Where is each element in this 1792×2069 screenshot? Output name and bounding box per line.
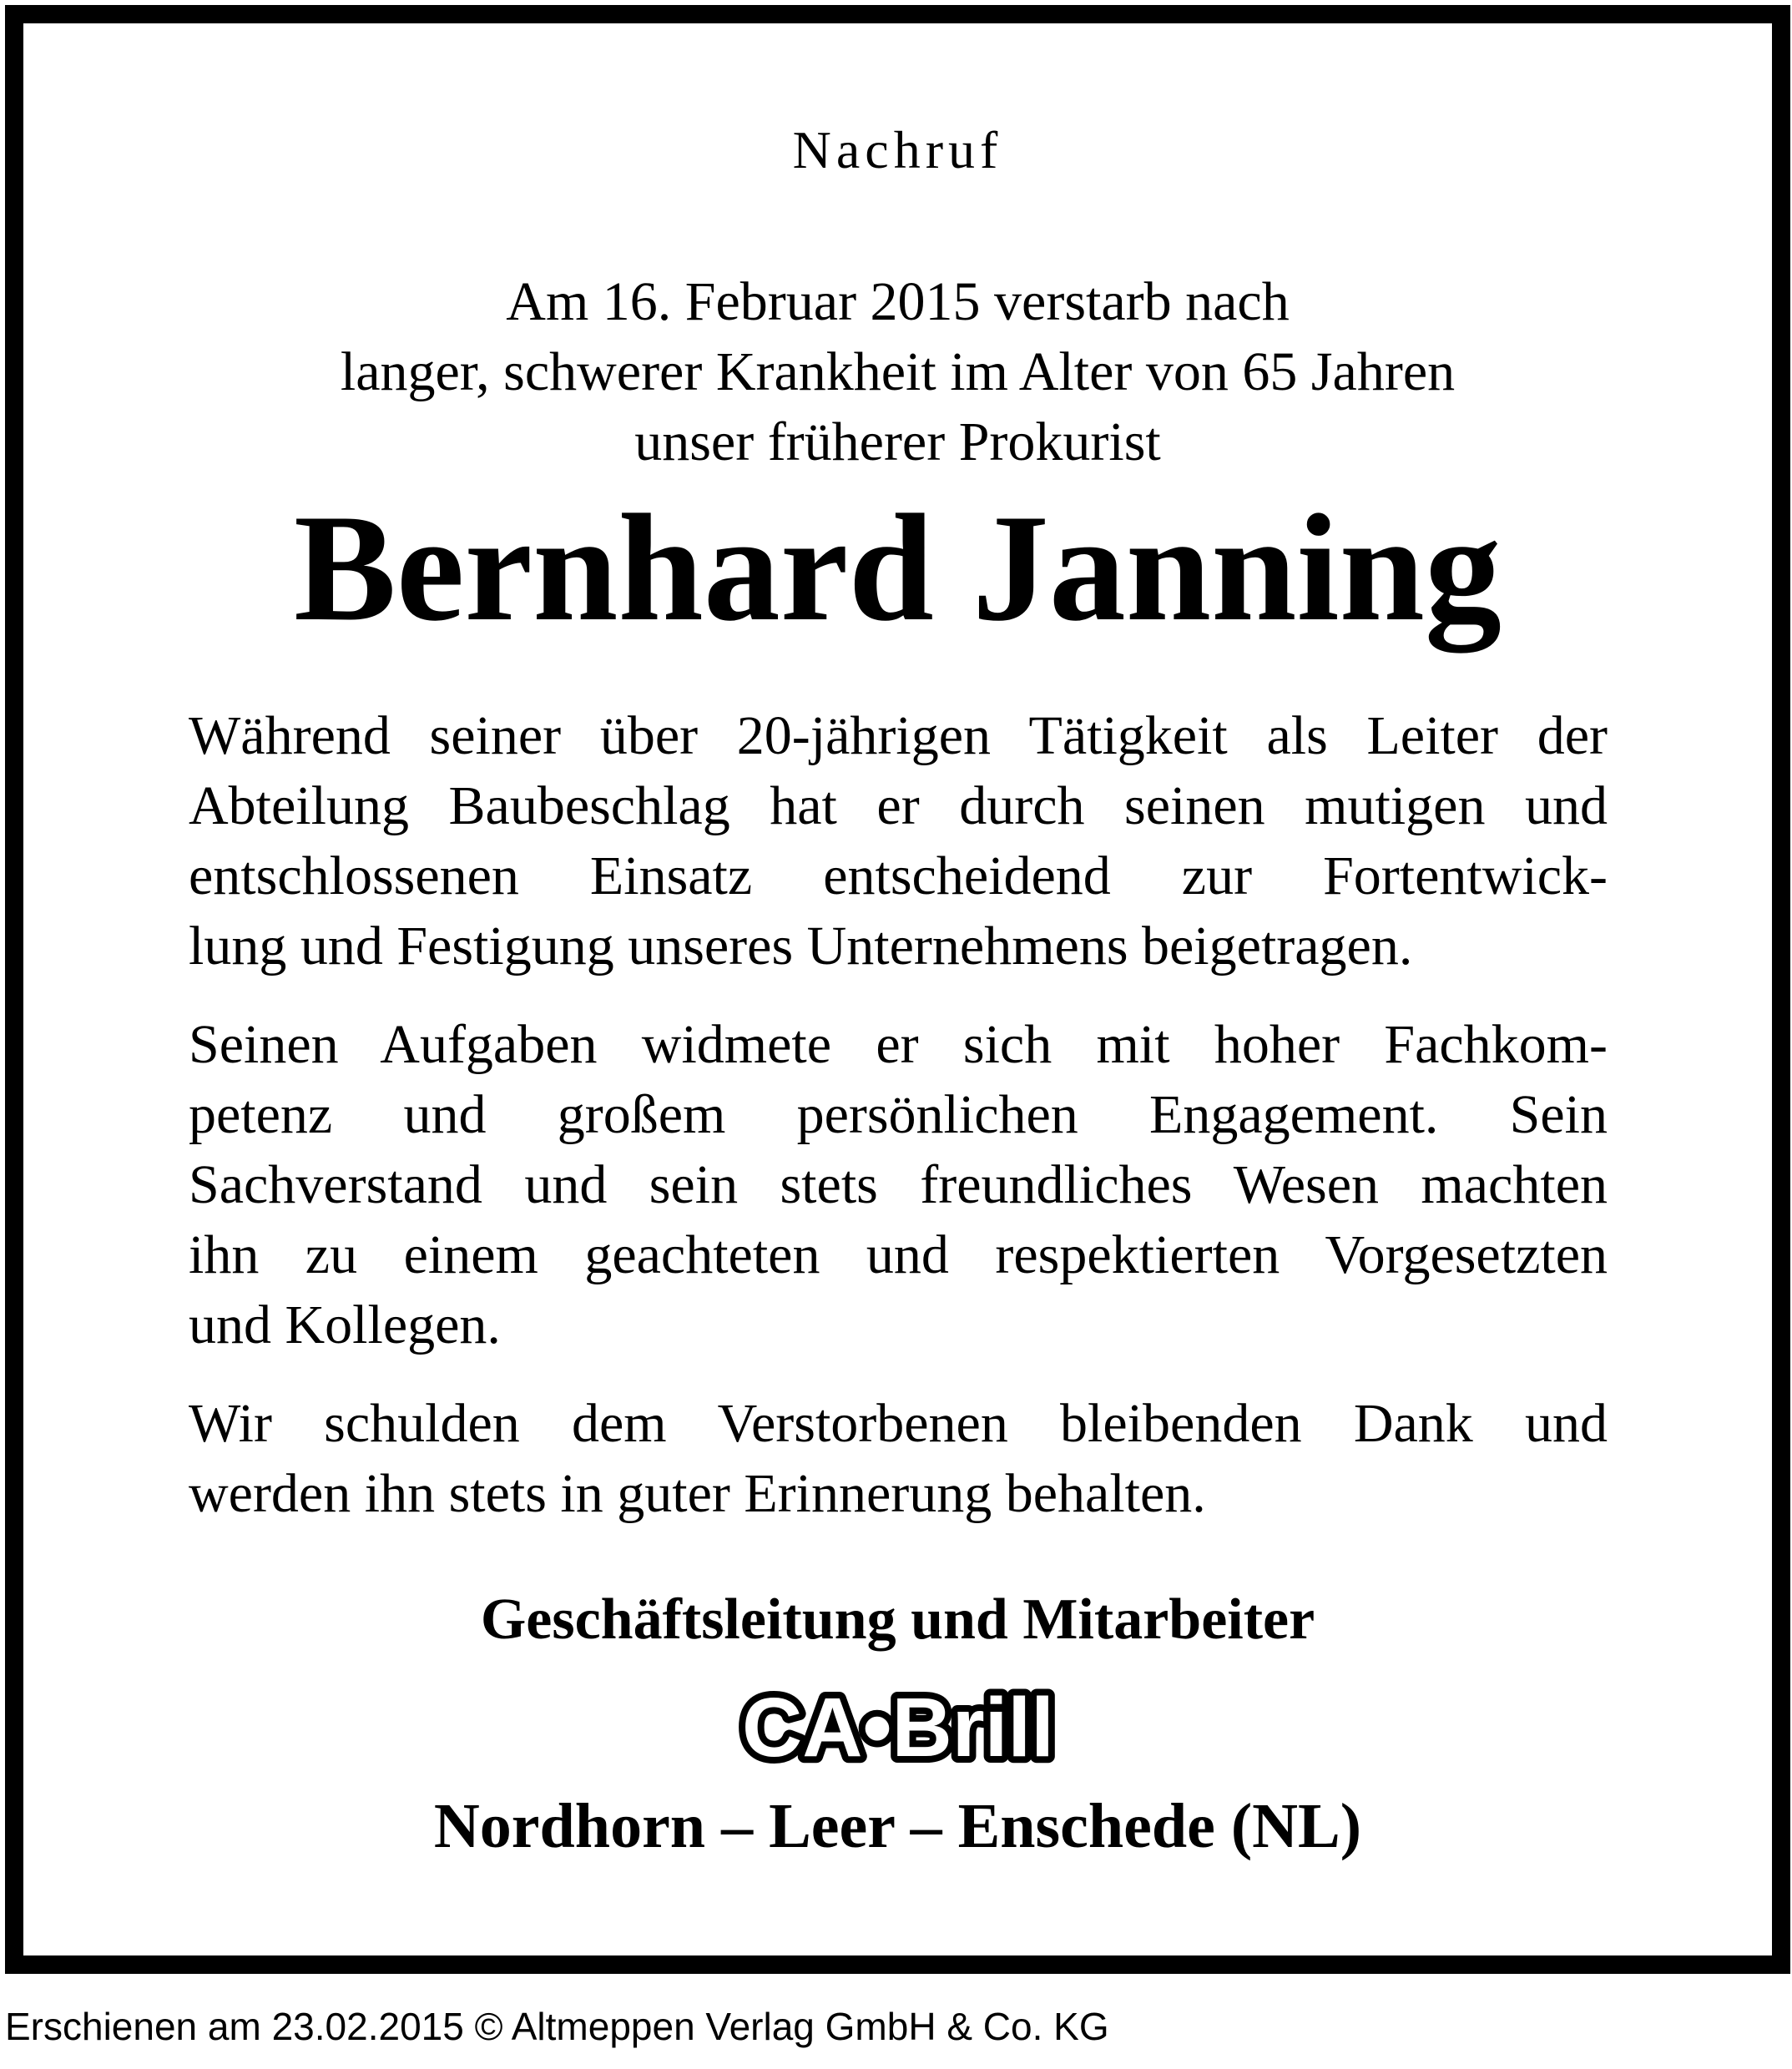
paragraph-line: Abteilung Baubeschlag hat er durch seinen mutigen und <box>189 775 1608 836</box>
obituary-heading: Nachruf <box>792 120 1003 179</box>
intro-line: Am 16. Februar 2015 verstarb nach <box>506 271 1290 332</box>
paragraph-line: Sachverstand und sein stets freundliches Wesen machten <box>189 1154 1608 1215</box>
intro-line: unser früherer Prokurist <box>634 411 1161 472</box>
obituary-frame <box>5 5 1790 1974</box>
obituary-paragraph-3 <box>189 1389 1608 1529</box>
paragraph-line: Seinen Aufgaben widmete er sich mit hoher Fachkom- <box>189 1014 1608 1075</box>
paragraph-line: lung und Festigung unseres Unternehmens beigetragen. <box>189 916 1413 976</box>
obituary-paragraph-1 <box>189 701 1608 982</box>
ca-brill-logo-icon <box>664 1683 1132 1774</box>
company-locations: Nordhorn – Leer – Enschede (NL) <box>433 1791 1362 1861</box>
logo-lettering: CA•Brill <box>741 1683 1054 1774</box>
deceased-name: Bernhard Janning <box>294 482 1502 653</box>
intro-line: langer, schwerer Krankheit im Alter von 65 Jahren <box>340 341 1456 402</box>
publication-footer: Erschienen am 23.02.2015 © Altmeppen Verlag GmbH & Co. KG <box>5 2005 1109 2048</box>
obituary-intro <box>23 267 1772 477</box>
signoff-text: Geschäftsleitung und Mitarbeiter <box>480 1587 1315 1652</box>
paragraph-line: Wir schulden dem Verstorbenen bleibenden Dank und <box>189 1393 1608 1454</box>
paragraph-line: werden ihn stets in guter Erinnerung behalten. <box>189 1463 1206 1524</box>
paragraph-line: ihn zu einem geachteten und respektierten Vorgesetzten <box>189 1224 1608 1285</box>
company-logo <box>23 1683 1772 1783</box>
paragraph-line: und Kollegen. <box>189 1294 501 1355</box>
obituary-paragraph-2 <box>189 1010 1608 1360</box>
paragraph-line: petenz und großem persönlichen Engagement. Sein <box>189 1084 1608 1145</box>
paragraph-line: entschlossenen Einsatz entscheidend zur Fortentwick- <box>189 845 1608 906</box>
paragraph-line: Während seiner über 20-jährigen Tätigkeit als Leiter der <box>189 705 1608 766</box>
